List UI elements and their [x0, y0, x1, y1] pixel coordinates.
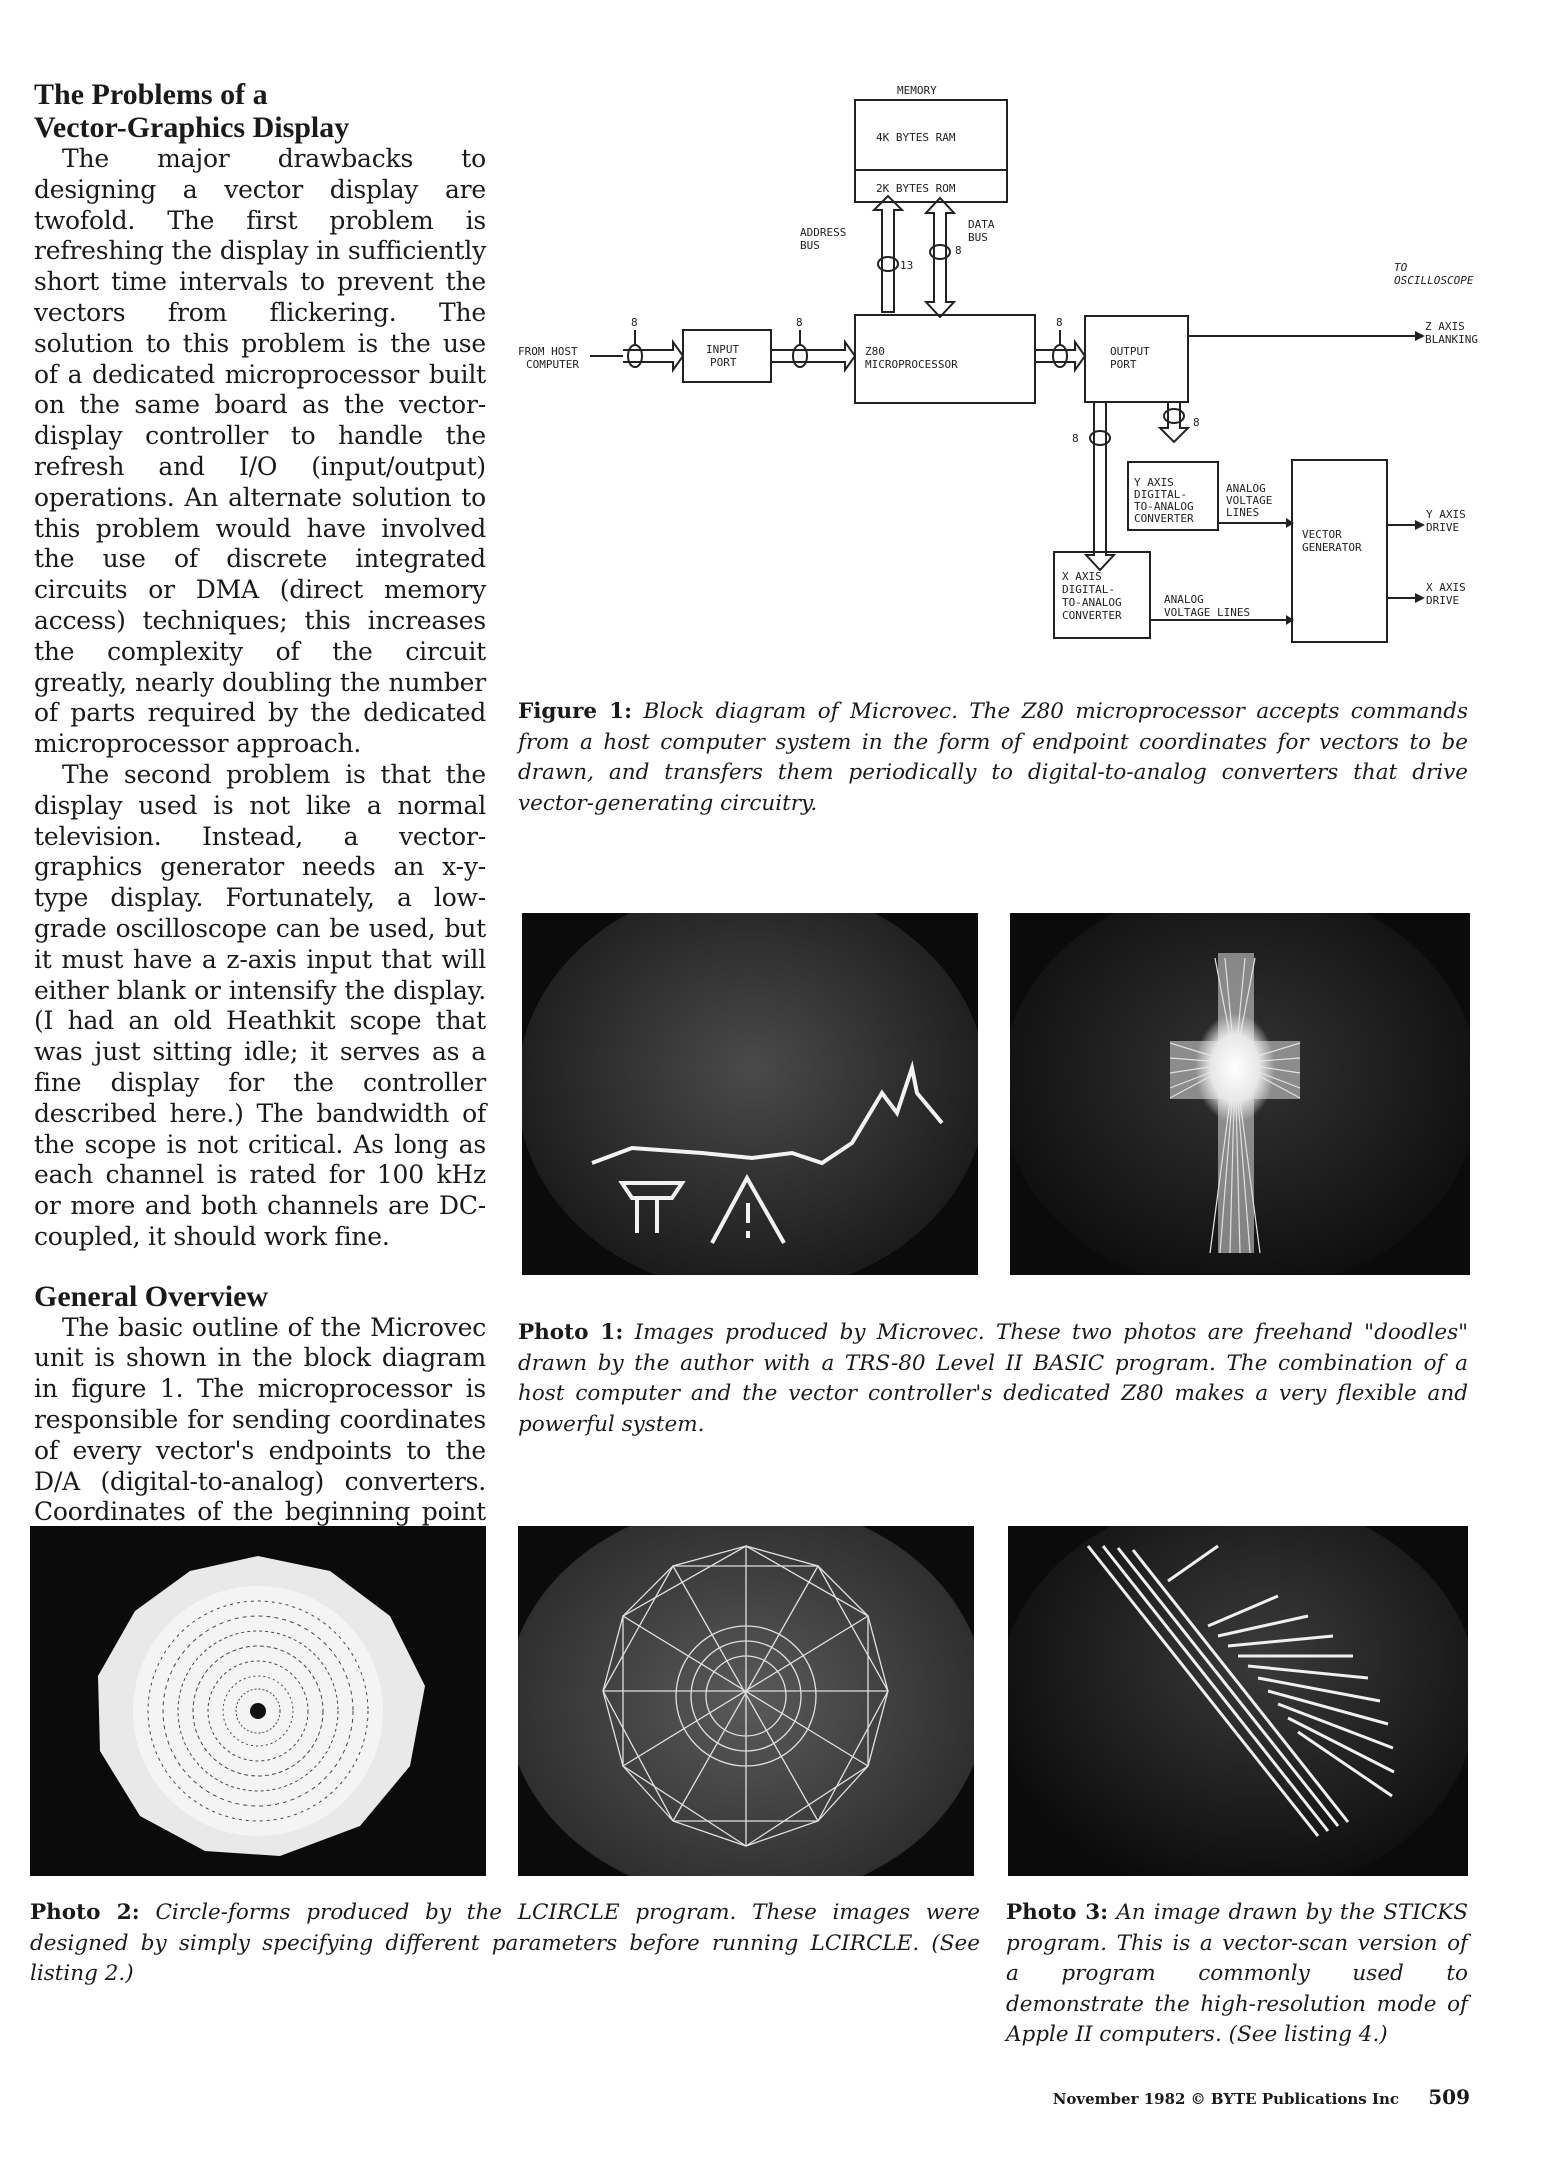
page-number: 509: [1428, 2085, 1470, 2109]
left-column: [34, 78, 486, 1559]
caption-text: An image drawn by the STICKS program. This is a vector-scan version of a program commonly used to demonstrate the high-resolution mode of Apple II computers. (See listing 4.): [1006, 1900, 1468, 2047]
label-out-width-y: 8: [1193, 416, 1200, 429]
label-analog-y-3: LINES: [1226, 506, 1260, 519]
caption-label: Figure 1:: [518, 699, 633, 724]
photo1-caption: [518, 1318, 1468, 1440]
heading-line-2: Vector-Graphics Display: [34, 111, 350, 144]
label-vecgen-1: VECTOR: [1302, 528, 1342, 541]
label-output-port-2: PORT: [1110, 358, 1137, 371]
photo3-caption: [1006, 1898, 1468, 2051]
label-vecgen-2: GENERATOR: [1302, 541, 1362, 554]
x-bus-arrow: [1086, 402, 1114, 570]
label-analog-y-1: ANALOG: [1226, 482, 1266, 495]
data-bus-arrow: [926, 198, 954, 317]
paragraph-1: The major drawbacks to designing a vector display are twofold. The first problem is refreshing the display in sufficiently short time intervals to prevent the vectors from flickering. The solution to this problem is the use of a dedicated microprocessor built on the same board as the vector-display controller to handle the refresh and I/O (input/output) operations. An alternate solution to this problem would have involved the use of discrete integrated circuits or DMA (direct memory access) techniques; this increases the complexity of the circuit greatly, nearly doubling the number of parts required by the dedicated microprocessor approach.: [34, 144, 486, 759]
output-bus-arrow: [1035, 342, 1085, 370]
label-output-port-1: OUTPUT: [1110, 345, 1150, 358]
label-z-axis-1: Z AXIS: [1425, 320, 1465, 333]
label-from-host-2: COMPUTER: [526, 358, 579, 371]
label-ydac-2: DIGITAL-: [1134, 488, 1187, 501]
footer-publication: November 1982 © BYTE Publications Inc: [1052, 2090, 1400, 2108]
label-addr-width: 13: [900, 259, 914, 272]
label-bus-width-3: 8: [1056, 316, 1063, 329]
label-cpu-1: Z80: [865, 345, 885, 358]
label-xdac-4: CONVERTER: [1062, 609, 1122, 622]
photo3-image: [1008, 1526, 1468, 1876]
output-port-block: [1085, 316, 1188, 402]
label-data-bus-1: DATA: [968, 218, 995, 231]
label-from-host-1: FROM HOST: [518, 345, 578, 358]
label-out-width-x: 8: [1072, 432, 1079, 445]
label-address-bus-1: ADDRESS: [800, 226, 847, 239]
figure1-caption: [518, 697, 1468, 819]
input-bus-arrow: [771, 342, 855, 370]
label-data-width: 8: [955, 244, 962, 257]
label-cpu-2: MICROPROCESSOR: [865, 358, 958, 371]
caption-text: Images produced by Microvec. These two photos are freehand "doodles" drawn by the author with a TRS-80 Level II BASIC program. The combination of a host computer and the vector controller's dedicated Z80 makes a very flexible and powerful system.: [518, 1320, 1469, 1437]
label-xdac-1: X AXIS: [1062, 570, 1102, 583]
label-ram: 4K BYTES RAM: [876, 131, 956, 144]
label-analog-y-2: VOLTAGE: [1226, 494, 1273, 507]
label-y-drive-1: Y AXIS: [1426, 508, 1466, 521]
label-address-bus-2: BUS: [800, 239, 820, 252]
paragraph-3: The basic outline of the Microvec unit is shown in the block diagram in figure 1. The microprocessor is responsible for sending coordinates of every vector's endpoints to the D/A (digital-to-analog) converters. Coordinates of the beginning point: [34, 1312, 486, 1527]
caption-label: Photo 2:: [30, 1900, 140, 1925]
heading-line-1: The Problems of a: [34, 78, 268, 111]
label-memory: MEMORY: [897, 84, 937, 97]
label-data-bus-2: BUS: [968, 231, 988, 244]
label-analog-x-2: VOLTAGE LINES: [1164, 606, 1251, 619]
address-bus-arrow: [874, 196, 902, 312]
photo2-left-image: [30, 1526, 486, 1876]
page-footer: [1053, 2085, 1470, 2109]
label-ydac-4: CONVERTER: [1134, 512, 1194, 525]
label-x-drive-2: DRIVE: [1426, 594, 1460, 607]
caption-label: Photo 3:: [1006, 1900, 1109, 1925]
photo2-right-image: [518, 1526, 974, 1876]
label-x-drive-1: X AXIS: [1426, 581, 1466, 594]
label-to-scope-1: TO: [1394, 261, 1408, 274]
label-to-scope-2: OSCILLOSCOPE: [1394, 274, 1474, 287]
photo1-left-image: [522, 913, 978, 1275]
label-xdac-3: TO-ANALOG: [1062, 596, 1122, 609]
label-bus-width-1: 8: [631, 316, 638, 329]
label-ydac-1: Y AXIS: [1134, 476, 1174, 489]
label-bus-width-2: 8: [796, 316, 803, 329]
label-z-axis-2: BLANKING: [1425, 333, 1478, 346]
photo1-right-image: [1010, 913, 1470, 1275]
caption-text: Block diagram of Microvec. The Z80 microprocessor accepts commands from a host computer system in the form of endpoint coordinates for vectors to be drawn, and transfers them periodically to digital-to-analog converters that drive vector-generating circuitry.: [518, 699, 1469, 816]
label-analog-x-1: ANALOG: [1164, 593, 1204, 606]
label-ydac-3: TO-ANALOG: [1134, 500, 1194, 513]
section-heading-problems: [34, 78, 486, 144]
label-input-port-2: PORT: [710, 356, 737, 369]
section-heading-overview: General Overview: [34, 1279, 269, 1313]
label-input-port-1: INPUT: [706, 343, 740, 356]
block-diagram: [510, 80, 1520, 650]
photo2-caption: [30, 1898, 980, 1990]
caption-label: Photo 1:: [518, 1320, 624, 1345]
caption-text: Circle-forms produced by the LCIRCLE program. These images were designed by simply specifying different parameters before running LCIRCLE. (See listing 2.): [30, 1900, 980, 1986]
paragraph-2: The second problem is that the display used is not like a normal television. Instead, a vector-graphics generator needs an x-y-type display. Fortunately, a low-grade oscilloscope can be used, but it must have a z-axis input that will either blank or intensify the display. (I had an old Heathkit scope that was just sitting idle; it serves as a fine display for the controller described here.) The bandwidth of the scope is not critical. As long as each channel is rated for 100 kHz or more and both channels are DC-coupled, it should work fine.: [34, 759, 486, 1251]
label-y-drive-2: DRIVE: [1426, 521, 1460, 534]
label-xdac-2: DIGITAL-: [1062, 583, 1115, 596]
label-rom: 2K BYTES ROM: [876, 182, 956, 195]
